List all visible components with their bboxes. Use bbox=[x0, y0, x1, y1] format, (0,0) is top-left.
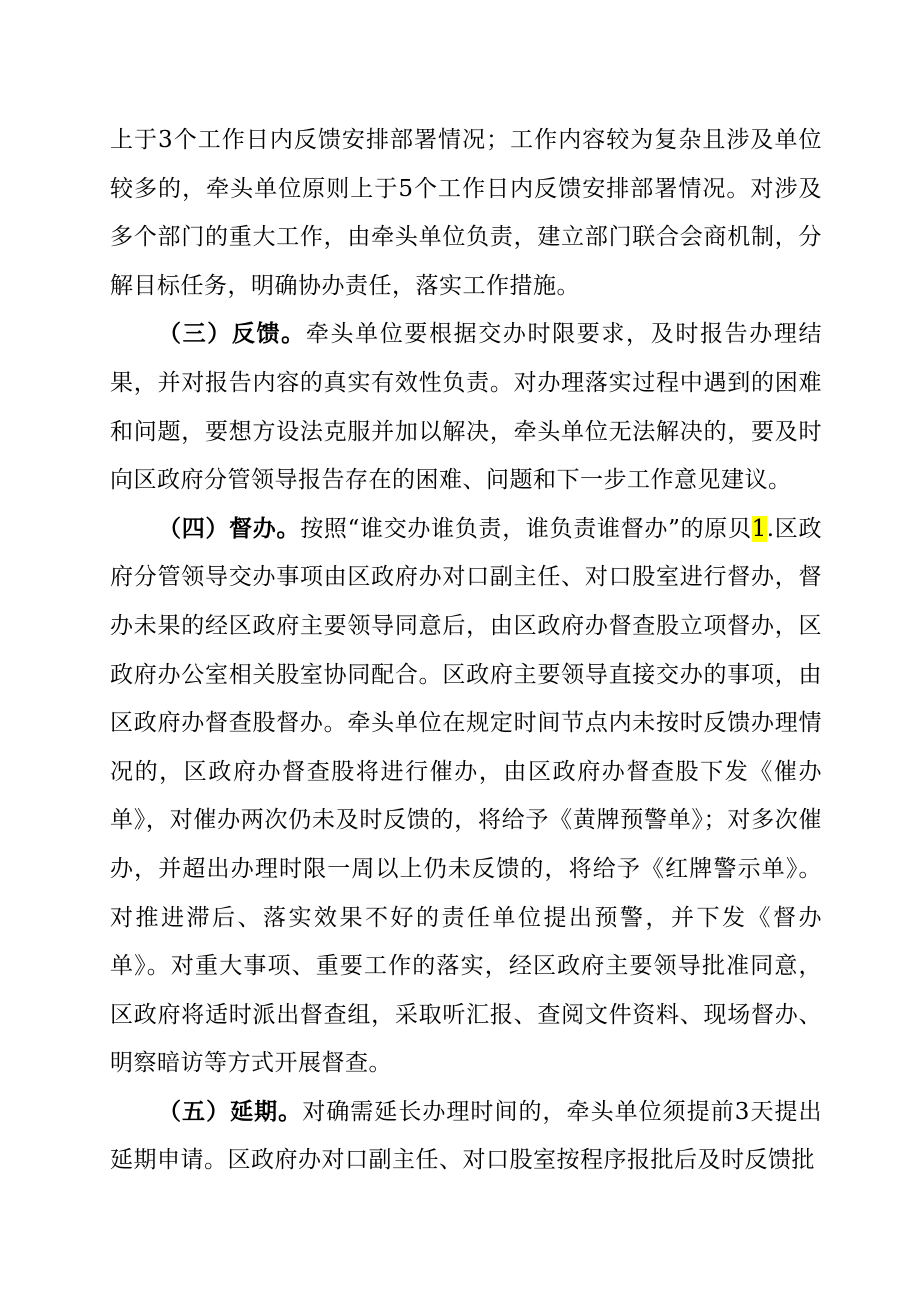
highlighted-text: 1 bbox=[751, 515, 767, 542]
paragraph-feedback bbox=[110, 310, 822, 504]
paragraph-supervision bbox=[110, 505, 822, 1088]
paragraph-extension bbox=[110, 1088, 822, 1185]
section-heading-supervision: （四）督办。 bbox=[158, 514, 301, 542]
paragraph-text: 上于3个工作日内反馈安排部署情况；工作内容较为复杂且涉及单位较多的，牵头单位原则上于5个工作日内反馈安排部署情况。对涉及多个部门的重大工作，由牵头单位负责，建立部门联合会商机制，分解目标任务，明确协办责任，落实工作措施。 bbox=[110, 127, 822, 299]
document-body bbox=[110, 116, 822, 1185]
paragraph-text: 对确需延长办理时间的，牵头单位须提前3天提出延期申请。区政府办对口副主任、对口股室按程序报批后及时反馈批 bbox=[110, 1098, 823, 1174]
paragraph-continuation bbox=[110, 116, 822, 310]
paragraph-text-before-highlight: 按照“谁交办谁负责，谁负责谁督办”的原贝 bbox=[300, 515, 752, 542]
section-heading-extension: （五）延期。 bbox=[158, 1097, 303, 1125]
paragraph-text: 牵头单位要根据交办时限要求，及时报告办理结果，并对报告内容的真实有效性负责。对办理落实过程中遇到的困难和问题，要想方设法克服并加以解决，牵头单位无法解决的，要及时向区政府分管领导报告存在的困难、问题和下一步工作意见建议。 bbox=[110, 321, 823, 494]
section-heading-feedback: （三）反馈。 bbox=[158, 320, 306, 348]
paragraph-text: .区政府分管领导交办事项由区政府办对口副主任、对口股室进行督办，督办未果的经区政府主要领导同意后，由区政府办督查股立项督办，区政府办公室相关股室协同配合。区政府主要领导直接交办的事项，由区政府办督查股督办。牵头单位在规定时间节点内未按时反馈办理情况的，区政府办督查股将进行催办，由区政府办督查股下发《催办单》，对催办两次仍未及时反馈的，将给予《黄牌预警单》；对多次催办，并超出办理时限一周以上仍未反馈的，将给予《红牌警示单》。对推进滞后、落实效果不好的责任单位提出预警，并下发《督办单》。对重大事项、重要工作的落实，经区政府主要领导批准同意，区政府将适时派出督查组，采取听汇报、查阅文件资料、现场督办、明察暗访等方式开展督查。 bbox=[110, 515, 823, 1077]
